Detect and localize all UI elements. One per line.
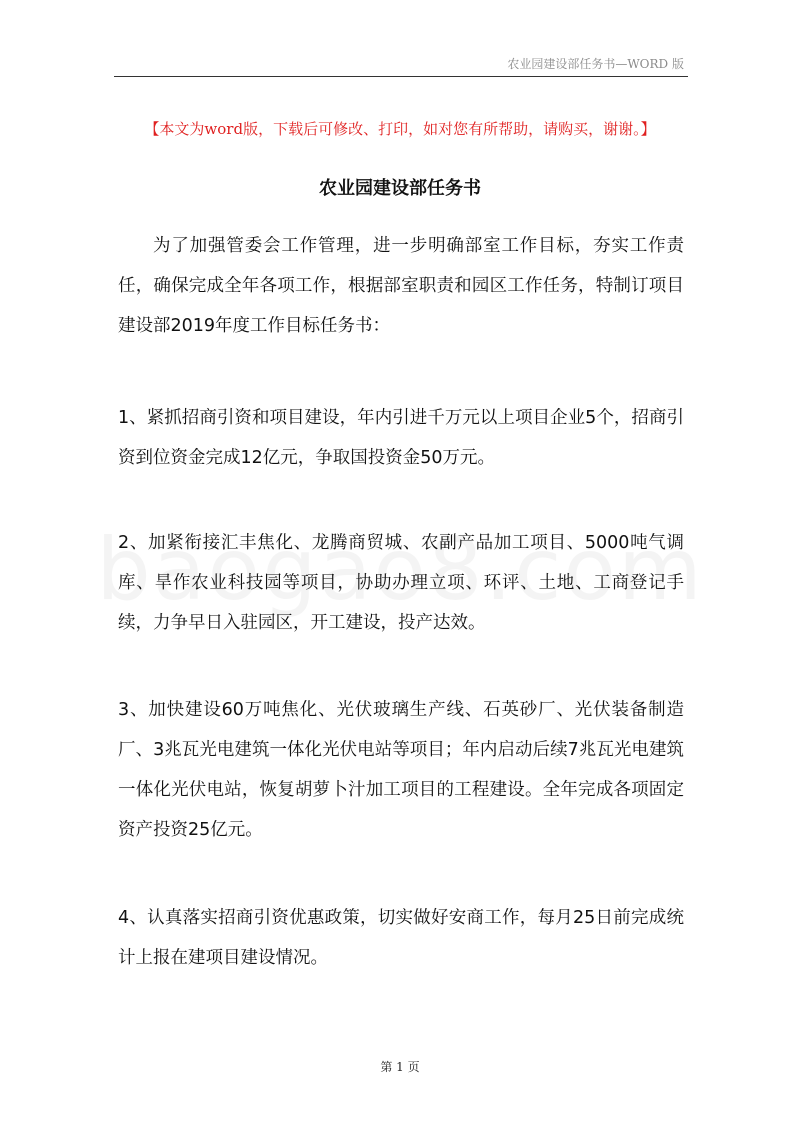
- page-number: 第 1 页: [380, 1060, 420, 1074]
- running-header: 农业园建设部任务书—WORD 版: [507, 57, 684, 71]
- task-item-3: 3、加快建设60万吨焦化、光伏玻璃生产线、石英砂厂、光伏装备制造厂、3兆瓦光电建筑一体化光伏电站等项目；年内启动后续7兆瓦光电建筑一体化光伏电站，恢复胡萝卜汁加工项目的工程建设。全年完成各项固定资产投资25亿元。: [118, 700, 684, 840]
- task-item-4: 4、认真落实招商引资优惠政策，切实做好安商工作，每月25日前完成统计上报在建项目建设情况。: [118, 908, 684, 968]
- intro-paragraph: 为了加强管委会工作管理，进一步明确部室工作目标，夯实工作责任，确保完成全年各项工作，根据部室职责和园区工作任务，特制订项目建设部2019年度工作目标任务书：: [118, 236, 684, 336]
- download-notice: 【本文为word版，下载后可修改、打印，如对您有所帮助，请购买，谢谢。】: [144, 120, 656, 138]
- task-item-2: 2、加紧衔接汇丰焦化、龙腾商贸城、农副产品加工项目、5000吨气调库、旱作农业科技园等项目，协助办理立项、环评、土地、工商登记手续，力争早日入驻园区，开工建设，投产达效。: [118, 533, 684, 633]
- document-title: 农业园建设部任务书: [319, 178, 481, 199]
- task-item-1: 1、紧抓招商引资和项目建设，年内引进千万元以上项目企业5个，招商引资到位资金完成12亿元，争取国投资金50万元。: [118, 408, 684, 468]
- header-divider: [114, 76, 688, 77]
